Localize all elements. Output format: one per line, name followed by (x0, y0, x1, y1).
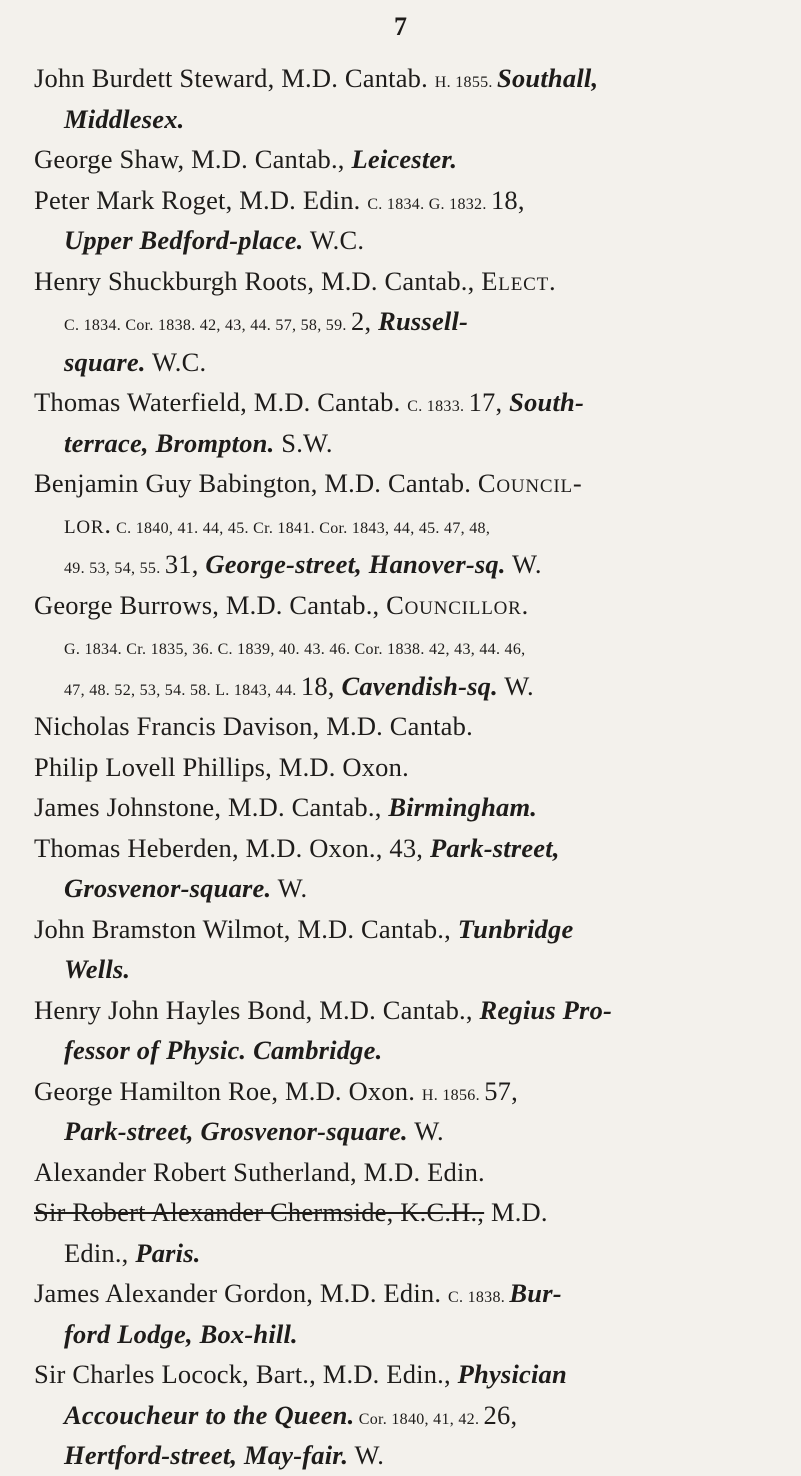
entry-text: Henry John Hayles Bond, M.D. Cantab., (34, 994, 480, 1025)
entry-text: Accoucheur to the Queen. (64, 1399, 355, 1430)
list-item (34, 58, 754, 139)
entry-continuation-line (34, 504, 754, 545)
entry-text: W. (505, 549, 542, 579)
entry-text: terrace, Brompton. (64, 427, 275, 458)
entry-text: Middlesex. (64, 103, 185, 134)
entry-continuation-line (34, 625, 754, 666)
list-item (34, 1354, 754, 1476)
entry-text: 57, (484, 1075, 518, 1106)
list-item (34, 1152, 754, 1193)
entry-text: W.C. (145, 346, 207, 377)
entry-text: W. (407, 1116, 444, 1146)
entry-text: Thomas Waterfield, M.D. Cantab. (34, 387, 408, 417)
entry-first-line (34, 139, 754, 180)
entry-text: George Burrows, M.D. Cantab., (34, 589, 387, 620)
entry-text: Tunbridge (457, 913, 574, 944)
entry-text: H. 1856. (421, 1086, 485, 1104)
entry-first-line (34, 1192, 754, 1233)
entry-continuation-line (34, 1395, 754, 1436)
entry-text: Nicholas Francis Davison, M.D. Cantab. (34, 711, 473, 741)
list-item (34, 747, 754, 788)
entry-text: 18, (300, 670, 342, 701)
entry-text: Councillor. (386, 589, 530, 620)
entry-first-line (34, 747, 754, 788)
entry-text: fessor of Physic. Cambridge. (64, 1035, 383, 1065)
entry-text: Peter Mark Roget, M.D. Edin. (34, 184, 368, 215)
list-item (34, 787, 754, 828)
entry-text: George-street, Hanover-sq. (205, 549, 506, 579)
list-item (34, 139, 754, 180)
entry-text: Paris. (135, 1237, 201, 1268)
list-item (34, 261, 754, 383)
entry-text: S.W. (274, 427, 333, 458)
entry-text: Sir Robert Alexander Chermside, K.C.H., (34, 1197, 485, 1227)
entry-continuation-line (34, 220, 754, 261)
entry-text: C. 1834. G. 1832. (367, 195, 491, 213)
entry-first-line (34, 909, 754, 950)
entry-text: lor. (64, 508, 112, 539)
entry-first-line (34, 1354, 754, 1395)
entry-continuation-line (34, 544, 754, 585)
entry-text: Council- (477, 468, 583, 498)
entry-continuation-line (34, 1435, 754, 1476)
entry-first-line (34, 706, 754, 747)
entry-text: G. 1834. Cr. 1835, 36. C. 1839, 40. 43. 46. Cor. 1838. 42, 43, 44. 46, (64, 641, 526, 658)
entry-text: 26, (483, 1399, 518, 1430)
entry-text: 18, (490, 184, 525, 215)
entry-continuation-line (34, 949, 754, 990)
list-item (34, 585, 754, 707)
entry-continuation-line (34, 1233, 754, 1274)
entry-continuation-line (34, 1111, 754, 1152)
entry-continuation-line (34, 342, 754, 383)
list-item (34, 990, 754, 1071)
list-item (34, 706, 754, 747)
list-item (34, 909, 754, 990)
entry-text: W. (348, 1440, 385, 1470)
entry-text: 47, 48. 52, 53, 54. 58. L. 1843, 44. (64, 681, 301, 699)
entry-text: W. (497, 670, 534, 701)
entry-text: South- (509, 387, 585, 417)
entry-text: Thomas Heberden, M.D. Oxon., 43, (34, 832, 430, 863)
entry-first-line (34, 990, 754, 1031)
entry-first-line (34, 382, 754, 423)
entry-first-line (34, 585, 754, 626)
entry-text: Philip Lovell Phillips, M.D. Oxon. (34, 751, 409, 782)
entry-text: C. 1838. (448, 1289, 510, 1306)
entry-first-line (34, 787, 754, 828)
entry-text: 17, (468, 387, 510, 417)
entry-first-line (34, 58, 754, 99)
entry-text: Elect. (481, 265, 557, 296)
entry-text: Physician (457, 1359, 567, 1389)
entry-text: George Shaw, M.D. Cantab., (34, 144, 352, 174)
entry-continuation-line (34, 423, 754, 464)
entry-continuation-line (34, 99, 754, 140)
entry-text: Bur- (509, 1278, 562, 1308)
entry-continuation-line (34, 1030, 754, 1071)
entry-text: John Burdett Steward, M.D. Cantab. (34, 63, 435, 93)
entry-first-line (34, 463, 754, 504)
entry-text: Benjamin Guy Babington, M.D. Cantab. (34, 468, 478, 498)
entry-first-line (34, 1152, 754, 1193)
entry-text: Edin., (64, 1237, 136, 1268)
entry-text: Cavendish-sq. (341, 670, 498, 701)
entry-text: Wells. (64, 954, 131, 984)
entry-text: W. (271, 873, 308, 903)
entry-text: Henry Shuckburgh Roots, M.D. Cantab., (34, 265, 482, 296)
entry-continuation-line (34, 1314, 754, 1355)
entry-text: Upper Bedford-place. (64, 225, 304, 255)
entry-text: Alexander Robert Sutherland, M.D. Edin. (34, 1156, 485, 1187)
list-item (34, 1192, 754, 1273)
entry-text: W.C. (303, 225, 365, 255)
entry-text: Sir Charles Locock, Bart., M.D. Edin., (34, 1359, 458, 1389)
entry-first-line (34, 1071, 754, 1112)
entry-text: Russell- (378, 306, 469, 336)
entry-first-line (34, 261, 754, 302)
list-item (34, 828, 754, 909)
list-item (34, 1273, 754, 1354)
entry-text: C. 1840, 41. 44, 45. Cr. 1841. Cor. 1843, 44, 45. 47, 48, (111, 519, 491, 537)
entry-text: H. 1855. (434, 74, 498, 91)
entry-text: George Hamilton Roe, M.D. Oxon. (34, 1075, 422, 1106)
entry-text: James Alexander Gordon, M.D. Edin. (34, 1278, 448, 1308)
entry-text: C. 1834. Cor. 1838. 42, 43, 44. 57, 58, 59. (64, 317, 351, 334)
entry-text: C. 1833. (407, 398, 469, 415)
list-item (34, 180, 754, 261)
entry-text: 2, (351, 306, 379, 336)
fellows-list (34, 58, 754, 1476)
entry-text: M.D. (484, 1197, 548, 1227)
entry-text: Park-street, (429, 832, 560, 863)
entry-text: Regius Pro- (479, 994, 613, 1025)
entry-first-line (34, 828, 754, 869)
entry-text: Leicester. (351, 144, 458, 174)
list-item (34, 382, 754, 463)
entry-text: John Bramston Wilmot, M.D. Cantab., (34, 913, 458, 944)
entry-text: Southall, (497, 63, 599, 93)
entry-text: 31, (164, 549, 206, 579)
entry-first-line (34, 180, 754, 221)
entry-text: Grosvenor-square. (64, 873, 272, 903)
entry-text: Hertford-street, May-fair. (64, 1440, 349, 1470)
page-number: 7 (394, 12, 407, 41)
entry-continuation-line (34, 301, 754, 342)
entry-continuation-line (34, 666, 754, 707)
entry-text: ford Lodge, Box-hill. (64, 1318, 298, 1349)
entry-text: James Johnstone, M.D. Cantab., (34, 792, 389, 822)
entry-text: 49. 53, 54, 55. (64, 560, 165, 577)
entry-text: Cor. 1840, 41, 42. (354, 1410, 484, 1428)
list-item (34, 1071, 754, 1152)
entry-text: Park-street, Grosvenor-square. (64, 1116, 408, 1146)
entry-first-line (34, 1273, 754, 1314)
entry-text: Birmingham. (388, 792, 538, 822)
entry-continuation-line (34, 868, 754, 909)
list-item (34, 463, 754, 585)
entry-text: square. (64, 346, 146, 377)
